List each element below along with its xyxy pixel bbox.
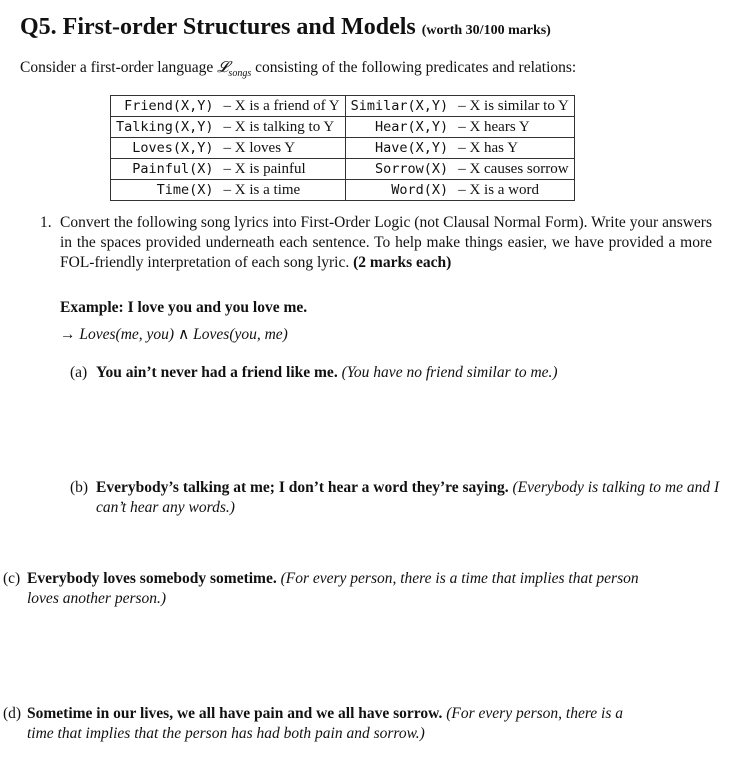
- part-body: [96, 363, 720, 383]
- part-interpretation: (For every person, there is a time that implies that person loves another person.): [27, 570, 639, 607]
- predicate-description: – X is a word: [458, 182, 540, 198]
- predicate-signature: Have(X,Y): [375, 140, 449, 156]
- predicate-signature: Time(X): [156, 182, 214, 198]
- part-lyric: You ain’t never had a friend like me.: [96, 364, 338, 381]
- question-instructions: Convert the following song lyrics into First-Order Logic (not Clausal Normal Form). Write your answers in the spaces provided underneath each sentence. To help make things easier, we have provided a more FOL-friendly interpretation of each song lyric.: [60, 214, 712, 271]
- part-d: [3, 704, 653, 744]
- intro-before: Consider a first-order language: [20, 59, 218, 76]
- example-answer: → Loves(me, you) ∧ Loves(you, me): [60, 326, 288, 343]
- predicate-description: – X is painful: [219, 159, 346, 180]
- part-interpretation: (Everybody is talking to me and I can’t hear any words.): [96, 479, 720, 516]
- table-row: [111, 138, 575, 159]
- title-text: Q5. First-order Structures and Models: [20, 14, 416, 40]
- predicate-signature: Similar(X,Y): [350, 98, 449, 114]
- part-body: [27, 569, 653, 609]
- table-row: [111, 159, 575, 180]
- predicate-description: – X is talking to Y: [219, 117, 346, 138]
- predicate-signature: Talking(X,Y): [116, 119, 214, 135]
- predicate-signature: Sorrow(X): [375, 161, 449, 177]
- question-number: 1.: [40, 214, 52, 231]
- page-title: [20, 14, 551, 41]
- predicate-signature: Friend(X,Y): [124, 98, 214, 114]
- part-c: [3, 569, 653, 609]
- part-label: (c): [3, 570, 21, 587]
- table-row: [111, 117, 575, 138]
- intro-sentence: [20, 59, 576, 79]
- part-interpretation: (For every person, there is a time that implies that the person has had both pain and sorrow.): [27, 705, 624, 742]
- predicate-signature: Loves(X,Y): [132, 140, 214, 156]
- marks-worth: (worth 30/100 marks): [421, 23, 551, 38]
- question-1: [40, 213, 712, 273]
- predicate-signature: Hear(X,Y): [375, 119, 449, 135]
- intro-after: consisting of the following predicates and relations:: [251, 59, 577, 76]
- part-label: (a): [70, 364, 88, 381]
- predicate-description: – X has Y: [458, 140, 519, 156]
- part-interpretation: (You have no friend similar to me.): [341, 364, 558, 381]
- predicate-description: – X is a time: [219, 180, 346, 201]
- part-a: [70, 363, 720, 383]
- question-marks: (2 marks each): [353, 254, 452, 271]
- predicate-signature: Painful(X): [132, 161, 214, 177]
- predicate-table: [110, 95, 575, 201]
- part-lyric: Sometime in our lives, we all have pain and we all have sorrow.: [27, 705, 443, 722]
- table-row: [111, 96, 575, 117]
- predicate-description: – X is similar to Y: [458, 98, 569, 114]
- example-heading: Example: I love you and you love me.: [60, 299, 308, 316]
- predicate-signature: Word(X): [391, 182, 449, 198]
- table-row: [111, 180, 575, 201]
- question-text: [60, 213, 712, 273]
- part-lyric: Everybody loves somebody sometime.: [27, 570, 277, 587]
- language-symbol: 𝓛: [217, 59, 229, 76]
- predicate-description: – X is a friend of Y: [219, 96, 346, 117]
- part-b: [70, 478, 720, 518]
- part-label: (b): [70, 479, 89, 496]
- predicate-description: – X causes sorrow: [458, 161, 569, 177]
- language-subscript: songs: [228, 68, 252, 80]
- part-body: [96, 478, 720, 518]
- part-lyric: Everybody’s talking at me; I don’t hear a word they’re saying.: [96, 479, 509, 496]
- predicate-description: – X loves Y: [219, 138, 346, 159]
- predicate-description: – X hears Y: [458, 119, 530, 135]
- part-label: (d): [3, 705, 22, 722]
- part-body: [27, 704, 653, 744]
